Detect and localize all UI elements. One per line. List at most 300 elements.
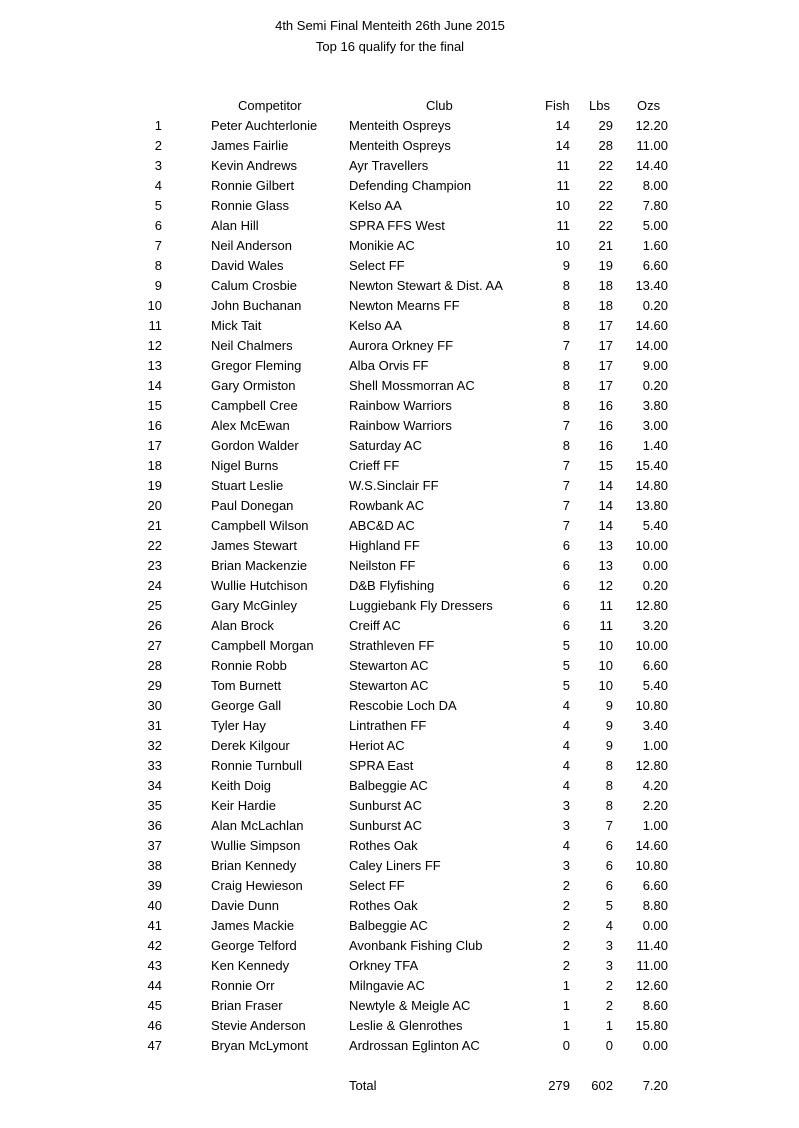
- competitor-cell: Ronnie Robb: [211, 658, 287, 673]
- competitor-cell: Gary McGinley: [211, 598, 297, 613]
- competitor-cell: Wullie Simpson: [211, 838, 301, 853]
- table-row: [0, 178, 799, 198]
- fish-cell: 4: [562, 758, 570, 773]
- fish-cell: 7: [562, 518, 570, 533]
- club-cell: Sunburst AC: [349, 818, 422, 833]
- fish-cell: 11: [556, 158, 570, 173]
- table-row: [0, 858, 799, 878]
- lbs-cell: 10: [598, 638, 613, 653]
- position-cell: 47: [147, 1038, 162, 1053]
- position-cell: 31: [147, 718, 162, 733]
- ozs-cell: 8.00: [642, 178, 668, 193]
- club-cell: Rothes Oak: [349, 838, 418, 853]
- competitor-cell: James Stewart: [211, 538, 297, 553]
- lbs-cell: 9: [605, 718, 613, 733]
- total-ozs: 7.20: [642, 1078, 668, 1093]
- competitor-cell: Campbell Cree: [211, 398, 298, 413]
- position-cell: 3: [154, 158, 162, 173]
- competitor-cell: James Mackie: [211, 918, 295, 933]
- lbs-cell: 2: [605, 998, 613, 1013]
- lbs-cell: 17: [598, 318, 613, 333]
- table-row: [0, 598, 799, 618]
- ozs-cell: 3.00: [642, 418, 668, 433]
- ozs-cell: 13.40: [635, 278, 668, 293]
- table-row: [0, 918, 799, 938]
- competitor-cell: Bryan McLymont: [211, 1038, 309, 1053]
- table-row: [0, 198, 799, 218]
- club-cell: Menteith Ospreys: [349, 118, 451, 133]
- club-cell: Heriot AC: [349, 738, 405, 753]
- table-row: [0, 678, 799, 698]
- lbs-cell: 8: [605, 798, 613, 813]
- position-cell: 2: [154, 138, 162, 153]
- table-row: [0, 498, 799, 518]
- competitor-cell: James Fairlie: [211, 138, 289, 153]
- club-cell: Stewarton AC: [349, 658, 429, 673]
- fish-cell: 3: [562, 818, 570, 833]
- ozs-cell: 10.00: [635, 538, 668, 553]
- club-cell: Highland FF: [349, 538, 420, 553]
- table-row: [0, 298, 799, 318]
- lbs-cell: 28: [598, 138, 613, 153]
- ozs-cell: 8.60: [642, 998, 668, 1013]
- competitor-cell: Tom Burnett: [211, 678, 282, 693]
- table-row: [0, 1018, 799, 1038]
- lbs-cell: 5: [605, 898, 613, 913]
- position-cell: 41: [147, 918, 162, 933]
- competitor-cell: Brian Kennedy: [211, 858, 297, 873]
- ozs-cell: 14.80: [635, 478, 668, 493]
- table-row: [0, 838, 799, 858]
- lbs-cell: 22: [598, 198, 613, 213]
- header-fish: Fish: [545, 98, 570, 113]
- lbs-cell: 1: [605, 1018, 613, 1033]
- club-cell: Crieff FF: [349, 458, 400, 473]
- ozs-cell: 14.60: [635, 318, 668, 333]
- competitor-cell: Stuart Leslie: [211, 478, 284, 493]
- position-cell: 19: [147, 478, 162, 493]
- club-cell: Ayr Travellers: [349, 158, 429, 173]
- fish-cell: 8: [562, 358, 570, 373]
- lbs-cell: 4: [605, 918, 613, 933]
- lbs-cell: 19: [598, 258, 613, 273]
- fish-cell: 4: [562, 738, 570, 753]
- competitor-cell: John Buchanan: [211, 298, 302, 313]
- position-cell: 37: [147, 838, 162, 853]
- fish-cell: 8: [562, 318, 570, 333]
- position-cell: 39: [147, 878, 162, 893]
- competitor-cell: Ronnie Glass: [211, 198, 290, 213]
- position-cell: 36: [147, 818, 162, 833]
- competitor-cell: Campbell Morgan: [211, 638, 314, 653]
- competitor-cell: Ken Kennedy: [211, 958, 290, 973]
- lbs-cell: 13: [598, 558, 613, 573]
- ozs-cell: 8.80: [642, 898, 668, 913]
- fish-cell: 6: [562, 558, 570, 573]
- competitor-cell: Wullie Hutchison: [211, 578, 308, 593]
- competitor-cell: Campbell Wilson: [211, 518, 309, 533]
- total-lbs: 602: [591, 1078, 613, 1093]
- fish-cell: 6: [562, 598, 570, 613]
- club-cell: Rescobie Loch DA: [349, 698, 457, 713]
- lbs-cell: 6: [605, 838, 613, 853]
- position-cell: 18: [147, 458, 162, 473]
- fish-cell: 10: [555, 198, 570, 213]
- fish-cell: 11: [556, 178, 570, 193]
- position-cell: 25: [147, 598, 162, 613]
- ozs-cell: 3.40: [642, 718, 668, 733]
- competitor-cell: Gordon Walder: [211, 438, 299, 453]
- ozs-cell: 12.80: [635, 598, 668, 613]
- fish-cell: 2: [562, 958, 570, 973]
- table-row: [0, 318, 799, 338]
- fish-cell: 0: [562, 1038, 570, 1053]
- ozs-cell: 4.20: [642, 778, 668, 793]
- club-cell: Strathleven FF: [349, 638, 435, 653]
- ozs-cell: 13.80: [635, 498, 668, 513]
- fish-cell: 8: [562, 298, 570, 313]
- fish-cell: 14: [555, 138, 570, 153]
- club-cell: Luggiebank Fly Dressers: [349, 598, 493, 613]
- competitor-cell: Alex McEwan: [211, 418, 290, 433]
- club-cell: Select FF: [349, 878, 405, 893]
- club-cell: Rothes Oak: [349, 898, 418, 913]
- ozs-cell: 0.00: [642, 1038, 668, 1053]
- lbs-cell: 10: [598, 678, 613, 693]
- ozs-cell: 9.00: [642, 358, 668, 373]
- position-cell: 43: [147, 958, 162, 973]
- table-row: [0, 458, 799, 478]
- competitor-cell: David Wales: [211, 258, 284, 273]
- competitor-cell: Gregor Fleming: [211, 358, 302, 373]
- ozs-cell: 1.00: [642, 818, 668, 833]
- lbs-cell: 15: [598, 458, 613, 473]
- competitor-cell: George Telford: [211, 938, 297, 953]
- table-row: [0, 978, 799, 998]
- ozs-cell: 14.40: [635, 158, 668, 173]
- position-cell: 11: [148, 318, 162, 333]
- lbs-cell: 21: [598, 238, 613, 253]
- ozs-cell: 14.60: [635, 838, 668, 853]
- competitor-cell: Neil Chalmers: [211, 338, 293, 353]
- ozs-cell: 6.60: [642, 258, 668, 273]
- position-cell: 1: [154, 118, 162, 133]
- competitor-cell: Peter Auchterlonie: [211, 118, 318, 133]
- club-cell: Stewarton AC: [349, 678, 429, 693]
- lbs-cell: 16: [598, 438, 613, 453]
- ozs-cell: 7.80: [642, 198, 668, 213]
- club-cell: D&B Flyfishing: [349, 578, 435, 593]
- lbs-cell: 11: [599, 618, 613, 633]
- fish-cell: 4: [562, 718, 570, 733]
- lbs-cell: 11: [599, 598, 613, 613]
- club-cell: Caley Liners FF: [349, 858, 441, 873]
- competitor-cell: Ronnie Turnbull: [211, 758, 303, 773]
- position-cell: 14: [147, 378, 162, 393]
- ozs-cell: 15.80: [635, 1018, 668, 1033]
- table-row: [0, 158, 799, 178]
- fish-cell: 8: [562, 438, 570, 453]
- header-club: Club: [426, 98, 453, 113]
- ozs-cell: 3.20: [642, 618, 668, 633]
- fish-cell: 8: [562, 398, 570, 413]
- club-cell: Newton Stewart & Dist. AA: [349, 278, 503, 293]
- fish-cell: 1: [562, 1018, 570, 1033]
- fish-cell: 9: [562, 258, 570, 273]
- position-cell: 27: [147, 638, 162, 653]
- ozs-cell: 12.60: [635, 978, 668, 993]
- fish-cell: 14: [555, 118, 570, 133]
- club-cell: Defending Champion: [349, 178, 472, 193]
- position-cell: 8: [154, 258, 162, 273]
- table-row: [0, 1038, 799, 1058]
- club-cell: Leslie & Glenrothes: [349, 1018, 463, 1033]
- table-row: [0, 518, 799, 538]
- table-row: [0, 538, 799, 558]
- table-row: [0, 438, 799, 458]
- header-lbs: Lbs: [589, 98, 610, 113]
- competitor-cell: Kevin Andrews: [211, 158, 297, 173]
- position-cell: 29: [147, 678, 162, 693]
- ozs-cell: 6.60: [642, 658, 668, 673]
- fish-cell: 4: [562, 838, 570, 853]
- club-cell: W.S.Sinclair FF: [349, 478, 439, 493]
- position-cell: 33: [147, 758, 162, 773]
- club-cell: ABC&D AC: [349, 518, 415, 533]
- position-cell: 34: [147, 778, 162, 793]
- competitor-cell: Davie Dunn: [211, 898, 279, 913]
- competitor-cell: George Gall: [211, 698, 282, 713]
- lbs-cell: 12: [598, 578, 613, 593]
- club-cell: SPRA East: [349, 758, 414, 773]
- fish-cell: 6: [562, 618, 570, 633]
- competitor-cell: Brian Mackenzie: [211, 558, 308, 573]
- club-cell: Sunburst AC: [349, 798, 422, 813]
- table-row: [0, 758, 799, 778]
- table-row: [0, 238, 799, 258]
- fish-cell: 2: [562, 878, 570, 893]
- table-row: [0, 938, 799, 958]
- ozs-cell: 11.00: [636, 138, 668, 153]
- table-row: [0, 698, 799, 718]
- table-row: [0, 638, 799, 658]
- club-cell: Rainbow Warriors: [349, 398, 452, 413]
- ozs-cell: 2.20: [642, 798, 668, 813]
- club-cell: Balbeggie AC: [349, 918, 428, 933]
- competitor-cell: Calum Crosbie: [211, 278, 297, 293]
- table-row: [0, 478, 799, 498]
- lbs-cell: 16: [598, 418, 613, 433]
- table-row: [0, 118, 799, 138]
- table-row: [0, 998, 799, 1018]
- position-cell: 42: [147, 938, 162, 953]
- club-cell: Ardrossan Eglinton AC: [349, 1038, 480, 1053]
- competitor-cell: Keith Doig: [211, 778, 271, 793]
- lbs-cell: 17: [598, 358, 613, 373]
- ozs-cell: 11.00: [636, 958, 668, 973]
- club-cell: Aurora Orkney FF: [349, 338, 454, 353]
- fish-cell: 7: [562, 338, 570, 353]
- club-cell: Alba Orvis FF: [349, 358, 429, 373]
- table-row: [0, 618, 799, 638]
- lbs-cell: 22: [598, 178, 613, 193]
- club-cell: Avonbank Fishing Club: [349, 938, 483, 953]
- club-cell: Creiff AC: [349, 618, 401, 633]
- fish-cell: 3: [562, 798, 570, 813]
- ozs-cell: 12.80: [635, 758, 668, 773]
- header-ozs: Ozs: [637, 98, 661, 113]
- table-row: [0, 738, 799, 758]
- competitor-cell: Nigel Burns: [211, 458, 279, 473]
- table-row: [0, 418, 799, 438]
- position-cell: 24: [147, 578, 162, 593]
- position-cell: 4: [154, 178, 162, 193]
- table-row: [0, 358, 799, 378]
- ozs-cell: 0.20: [642, 298, 668, 313]
- ozs-cell: 0.00: [642, 558, 668, 573]
- table-row: [0, 718, 799, 738]
- total-label: Total: [349, 1078, 377, 1093]
- ozs-cell: 1.40: [642, 438, 668, 453]
- position-cell: 12: [147, 338, 162, 353]
- competitor-cell: Keir Hardie: [211, 798, 277, 813]
- lbs-cell: 2: [605, 978, 613, 993]
- ozs-cell: 12.20: [635, 118, 668, 133]
- club-cell: Newtyle & Meigle AC: [349, 998, 471, 1013]
- fish-cell: 2: [562, 938, 570, 953]
- position-cell: 15: [147, 398, 162, 413]
- position-cell: 13: [147, 358, 162, 373]
- lbs-cell: 18: [598, 278, 613, 293]
- competitor-cell: Ronnie Orr: [211, 978, 275, 993]
- position-cell: 20: [147, 498, 162, 513]
- competitor-cell: Alan Brock: [211, 618, 274, 633]
- lbs-cell: 6: [605, 878, 613, 893]
- club-cell: Orkney TFA: [349, 958, 419, 973]
- position-cell: 40: [147, 898, 162, 913]
- lbs-cell: 3: [605, 958, 613, 973]
- lbs-cell: 17: [598, 338, 613, 353]
- lbs-cell: 17: [598, 378, 613, 393]
- position-cell: 46: [147, 1018, 162, 1033]
- lbs-cell: 0: [605, 1038, 613, 1053]
- competitor-cell: Paul Donegan: [211, 498, 294, 513]
- position-cell: 6: [154, 218, 162, 233]
- competitor-cell: Gary Ormiston: [211, 378, 296, 393]
- table-row: [0, 398, 799, 418]
- ozs-cell: 1.00: [642, 738, 668, 753]
- table-row: [0, 958, 799, 978]
- fish-cell: 3: [562, 858, 570, 873]
- position-cell: 17: [147, 438, 162, 453]
- lbs-cell: 14: [598, 498, 613, 513]
- lbs-cell: 16: [598, 398, 613, 413]
- fish-cell: 7: [562, 458, 570, 473]
- fish-cell: 5: [562, 658, 570, 673]
- ozs-cell: 1.60: [642, 238, 668, 253]
- club-cell: Rainbow Warriors: [349, 418, 452, 433]
- fish-cell: 8: [562, 278, 570, 293]
- competitor-cell: Ronnie Gilbert: [211, 178, 295, 193]
- fish-cell: 1: [562, 998, 570, 1013]
- position-cell: 44: [147, 978, 162, 993]
- club-cell: Kelso AA: [349, 318, 402, 333]
- competitor-cell: Tyler Hay: [211, 718, 266, 733]
- position-cell: 9: [154, 278, 162, 293]
- fish-cell: 5: [562, 678, 570, 693]
- lbs-cell: 3: [605, 938, 613, 953]
- lbs-cell: 22: [598, 158, 613, 173]
- competitor-cell: Alan Hill: [211, 218, 259, 233]
- club-cell: Balbeggie AC: [349, 778, 428, 793]
- ozs-cell: 11.40: [636, 938, 668, 953]
- club-cell: Saturday AC: [349, 438, 422, 453]
- fish-cell: 8: [562, 378, 570, 393]
- lbs-cell: 10: [598, 658, 613, 673]
- club-cell: Newton Mearns FF: [349, 298, 460, 313]
- table-row: [0, 578, 799, 598]
- fish-cell: 11: [556, 218, 570, 233]
- fish-cell: 2: [562, 898, 570, 913]
- club-cell: Milngavie AC: [349, 978, 425, 993]
- position-cell: 22: [147, 538, 162, 553]
- header-competitor: Competitor: [238, 98, 302, 113]
- ozs-cell: 10.80: [635, 698, 668, 713]
- table-row: [0, 898, 799, 918]
- ozs-cell: 0.20: [642, 378, 668, 393]
- table-row: [0, 218, 799, 238]
- table-row: [0, 778, 799, 798]
- lbs-cell: 9: [605, 738, 613, 753]
- club-cell: Neilston FF: [349, 558, 416, 573]
- lbs-cell: 22: [598, 218, 613, 233]
- position-cell: 35: [147, 798, 162, 813]
- club-cell: Shell Mossmorran AC: [349, 378, 475, 393]
- table-row: [0, 338, 799, 358]
- lbs-cell: 7: [605, 818, 613, 833]
- competitor-cell: Alan McLachlan: [211, 818, 304, 833]
- ozs-cell: 5.40: [642, 678, 668, 693]
- lbs-cell: 14: [598, 518, 613, 533]
- position-cell: 32: [147, 738, 162, 753]
- table-row: [0, 818, 799, 838]
- club-cell: Menteith Ospreys: [349, 138, 451, 153]
- position-cell: 10: [147, 298, 162, 313]
- lbs-cell: 18: [598, 298, 613, 313]
- ozs-cell: 6.60: [642, 878, 668, 893]
- table-row: [0, 378, 799, 398]
- competitor-cell: Brian Fraser: [211, 998, 283, 1013]
- club-cell: Select FF: [349, 258, 405, 273]
- ozs-cell: 10.00: [635, 638, 668, 653]
- club-cell: Kelso AA: [349, 198, 402, 213]
- position-cell: 28: [147, 658, 162, 673]
- ozs-cell: 14.00: [635, 338, 668, 353]
- ozs-cell: 5.00: [642, 218, 668, 233]
- lbs-cell: 6: [605, 858, 613, 873]
- table-row: [0, 278, 799, 298]
- table-row: [0, 798, 799, 818]
- lbs-cell: 8: [605, 778, 613, 793]
- fish-cell: 7: [562, 498, 570, 513]
- table-row: [0, 658, 799, 678]
- lbs-cell: 13: [598, 538, 613, 553]
- ozs-cell: 10.80: [635, 858, 668, 873]
- ozs-cell: 0.20: [642, 578, 668, 593]
- position-cell: 23: [147, 558, 162, 573]
- lbs-cell: 8: [605, 758, 613, 773]
- club-cell: SPRA FFS West: [349, 218, 445, 233]
